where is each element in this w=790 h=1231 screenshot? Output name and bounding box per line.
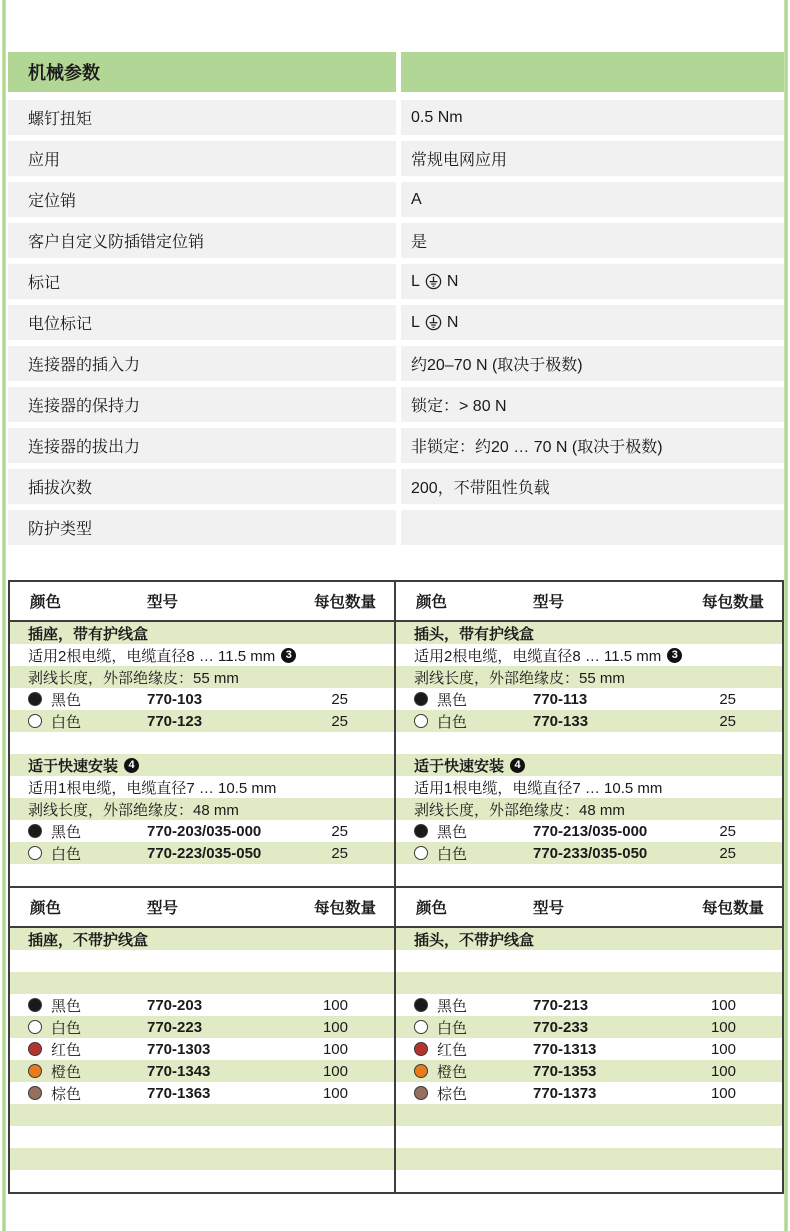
table-row (10, 1126, 394, 1148)
model-number: 770-113 (533, 690, 588, 708)
color-cell (396, 995, 533, 1016)
color-dot-icon (28, 692, 42, 706)
color-label: 黑色 (51, 997, 82, 1015)
table-header-row (10, 888, 394, 928)
table-row (10, 666, 394, 688)
color-dot-icon (414, 1064, 428, 1078)
model-number: 770-1363 (147, 1084, 211, 1102)
color-label: 棕色 (51, 1085, 82, 1103)
column-header-model: 型号 (147, 900, 179, 917)
row-text (396, 799, 625, 820)
table-row (396, 864, 782, 886)
section-band (8, 52, 784, 92)
color-label: 红色 (51, 1041, 82, 1059)
table-row (10, 994, 394, 1016)
table-row (396, 666, 782, 688)
spec-label: 连接器的插入力 (8, 346, 396, 381)
footnote-badge-icon: 4 (510, 758, 525, 773)
table-row (10, 1082, 394, 1104)
color-dot-icon (414, 1086, 428, 1100)
color-cell (396, 1017, 533, 1038)
spec-value-text: A (411, 190, 422, 208)
model-number: 770-203 (147, 996, 203, 1014)
spec-row (8, 141, 784, 176)
pack-quantity: 100 (710, 1040, 736, 1058)
table-row (396, 1016, 782, 1038)
column-header-qty: 每包数量 (701, 594, 764, 611)
column-header-model: 型号 (533, 900, 565, 917)
table-row (396, 972, 782, 994)
color-label: 黑色 (437, 691, 468, 709)
model-number: 770-203/035-000 (147, 822, 262, 840)
left-accent-line (2, 0, 6, 1231)
row-text-label: 适用2根电缆，电缆直径8 … 11.5 mm (414, 647, 662, 665)
table-row (10, 1016, 394, 1038)
column-header-qty: 每包数量 (313, 900, 376, 917)
color-label: 棕色 (437, 1085, 468, 1103)
spec-value (401, 387, 784, 422)
row-text (396, 667, 625, 688)
color-cell (10, 995, 147, 1016)
row-text (10, 645, 296, 666)
model-number: 770-1373 (533, 1084, 597, 1102)
spec-value-text: 200，不带阻性负载 (411, 480, 550, 497)
model-number: 770-1343 (147, 1062, 211, 1080)
spec-row (8, 428, 784, 463)
color-dot-icon (28, 824, 42, 838)
table-row (396, 950, 782, 972)
column-header-color: 颜色 (30, 594, 62, 611)
color-cell (10, 821, 147, 842)
table-row (396, 1170, 782, 1192)
spec-row (8, 100, 784, 135)
color-label: 橙色 (437, 1063, 468, 1081)
color-cell (396, 1039, 533, 1060)
pack-quantity: 25 (331, 822, 348, 840)
pack-quantity: 25 (719, 690, 736, 708)
column-header-qty: 每包数量 (313, 594, 376, 611)
table-row (396, 754, 782, 776)
table-row (396, 842, 782, 864)
color-cell (10, 1061, 147, 1082)
pack-quantity: 100 (322, 996, 348, 1014)
spec-value-text: 约20–70 N (取决于极数) (411, 357, 583, 374)
color-cell (396, 711, 533, 732)
row-text-label: 适用2根电缆，电缆直径8 … 11.5 mm (28, 647, 276, 665)
table-row (396, 820, 782, 842)
spec-value (401, 510, 784, 545)
color-cell (10, 689, 147, 710)
spec-row (8, 387, 784, 422)
spec-label: 客户自定义防插错定位销 (8, 223, 396, 258)
color-dot-icon (414, 1020, 428, 1034)
spec-value-text-2: N (446, 272, 459, 290)
row-text (10, 929, 148, 950)
row-text (10, 799, 239, 820)
spec-value-text: 是 (411, 234, 428, 251)
table-row (10, 732, 394, 754)
page-content (8, 0, 784, 1194)
spec-value (401, 264, 784, 299)
pack-quantity: 100 (710, 1062, 736, 1080)
table-row (10, 754, 394, 776)
row-text (10, 755, 139, 776)
color-label: 白色 (437, 1019, 468, 1037)
pack-quantity: 25 (719, 712, 736, 730)
model-number: 770-103 (147, 690, 203, 708)
pack-quantity: 100 (322, 1018, 348, 1036)
color-cell (396, 1061, 533, 1082)
row-text-label: 适于快速安装 (28, 757, 119, 775)
table-row (10, 688, 394, 710)
color-label: 红色 (437, 1041, 468, 1059)
pack-quantity: 100 (322, 1040, 348, 1058)
model-number: 770-233 (533, 1018, 589, 1036)
model-number: 770-213/035-000 (533, 822, 648, 840)
spec-value (401, 469, 784, 504)
table-row (396, 688, 782, 710)
pack-quantity: 100 (710, 996, 736, 1014)
color-cell (10, 1083, 147, 1104)
color-dot-icon (414, 998, 428, 1012)
table-row (396, 1148, 782, 1170)
table-row (396, 994, 782, 1016)
spec-value (401, 305, 784, 340)
row-text-label: 插头，不带护线盒 (414, 931, 535, 949)
table-header-row (10, 582, 394, 622)
color-dot-icon (28, 1020, 42, 1034)
footnote-badge-icon: 3 (667, 648, 682, 663)
spec-label: 电位标记 (8, 305, 396, 340)
color-cell (396, 1083, 533, 1104)
spec-row (8, 346, 784, 381)
table-row (10, 1170, 394, 1192)
row-text (10, 667, 239, 688)
spec-label: 连接器的保持力 (8, 387, 396, 422)
table-row (396, 710, 782, 732)
spec-value (401, 182, 784, 217)
column-header-model: 型号 (147, 594, 179, 611)
color-label: 黑色 (51, 691, 82, 709)
color-dot-icon (414, 714, 428, 728)
table-row (10, 776, 394, 798)
table-header-row (396, 888, 782, 928)
table-row (396, 622, 782, 644)
protective-earth-icon (425, 273, 442, 290)
color-dot-icon (414, 1042, 428, 1056)
column-header-color: 颜色 (416, 594, 448, 611)
row-text-label: 适用1根电缆，电缆直径7 … 10.5 mm (414, 779, 663, 797)
table-half-socket (10, 888, 396, 1192)
spec-label: 连接器的拔出力 (8, 428, 396, 463)
spec-value-text: 常规电网应用 (411, 152, 508, 169)
pack-quantity: 25 (331, 690, 348, 708)
protective-earth-icon (425, 314, 442, 331)
table-half-plug (396, 582, 782, 886)
color-label: 白色 (51, 713, 82, 731)
color-dot-icon (28, 714, 42, 728)
catalog-table-housing (8, 580, 784, 888)
color-dot-icon (28, 1064, 42, 1078)
row-text (396, 623, 534, 644)
table-row (396, 1126, 782, 1148)
spec-value-text: L (411, 313, 420, 331)
table-row (10, 710, 394, 732)
spec-label: 标记 (8, 264, 396, 299)
spec-list (8, 100, 784, 545)
color-cell (10, 1039, 147, 1060)
table-row (396, 776, 782, 798)
catalog-table-no-housing (8, 888, 784, 1194)
spec-label: 螺钉扭矩 (8, 100, 396, 135)
row-text-label: 插座，带有护线盒 (28, 625, 149, 643)
table-body (10, 928, 394, 1192)
pack-quantity: 100 (322, 1062, 348, 1080)
row-text-label: 适于快速安装 (414, 757, 505, 775)
footnote-badge-icon: 4 (124, 758, 139, 773)
row-text (396, 755, 525, 776)
spec-label: 定位销 (8, 182, 396, 217)
table-row (10, 798, 394, 820)
color-cell (396, 689, 533, 710)
spec-row (8, 469, 784, 504)
pack-quantity: 25 (719, 822, 736, 840)
table-row (396, 1104, 782, 1126)
right-accent-line (784, 0, 788, 1231)
footnote-badge-icon: 3 (281, 648, 296, 663)
row-text-label: 剥线长度，外部绝缘皮：55 mm (28, 669, 239, 687)
spec-row (8, 264, 784, 299)
pack-quantity: 100 (710, 1084, 736, 1102)
color-label: 黑色 (437, 823, 468, 841)
color-dot-icon (28, 998, 42, 1012)
spec-row (8, 510, 784, 545)
spec-value (401, 346, 784, 381)
color-cell (396, 821, 533, 842)
section-band-right (401, 52, 784, 92)
spec-value-text: L (411, 272, 420, 290)
color-dot-icon (414, 692, 428, 706)
row-text (10, 777, 276, 798)
color-label: 白色 (51, 1019, 82, 1037)
color-dot-icon (28, 846, 42, 860)
model-number: 770-133 (533, 712, 589, 730)
table-row (396, 1082, 782, 1104)
spec-value (401, 428, 784, 463)
model-number: 770-123 (147, 712, 203, 730)
table-row (10, 864, 394, 886)
table-header-row (396, 582, 782, 622)
spec-label: 插拔次数 (8, 469, 396, 504)
color-dot-icon (28, 1086, 42, 1100)
model-number: 770-1303 (147, 1040, 211, 1058)
color-cell (10, 711, 147, 732)
color-cell (10, 1017, 147, 1038)
spec-row (8, 305, 784, 340)
table-row (396, 1038, 782, 1060)
row-text (396, 929, 534, 950)
row-text-label: 剥线长度，外部绝缘皮：48 mm (28, 801, 239, 819)
column-header-color: 颜色 (416, 900, 448, 917)
row-text (10, 623, 148, 644)
model-number: 770-213 (533, 996, 589, 1014)
spec-label: 防护类型 (8, 510, 396, 545)
table-row (396, 928, 782, 950)
table-row (10, 1038, 394, 1060)
table-row (10, 928, 394, 950)
spec-row (8, 223, 784, 258)
color-label: 白色 (437, 845, 468, 863)
model-number: 770-223/035-050 (147, 844, 262, 862)
spec-value (401, 100, 784, 135)
table-row (396, 732, 782, 754)
table-half-plug (396, 888, 782, 1192)
column-header-model: 型号 (533, 594, 565, 611)
table-row (10, 1104, 394, 1126)
table-half-socket (10, 582, 396, 886)
color-dot-icon (414, 824, 428, 838)
row-text (396, 777, 662, 798)
table-body (396, 928, 782, 1192)
color-cell (396, 843, 533, 864)
pack-quantity: 25 (331, 844, 348, 862)
spec-value-text-2: N (446, 313, 459, 331)
color-label: 橙色 (51, 1063, 82, 1081)
color-cell (10, 843, 147, 864)
pack-quantity: 25 (719, 844, 736, 862)
row-text-label: 插头，带有护线盒 (414, 625, 535, 643)
table-row (10, 972, 394, 994)
pack-quantity: 100 (710, 1018, 736, 1036)
column-header-qty: 每包数量 (701, 900, 764, 917)
model-number: 770-1313 (533, 1040, 597, 1058)
table-body (396, 622, 782, 886)
row-text-label: 剥线长度，外部绝缘皮：48 mm (414, 801, 625, 819)
spec-value-text: 0.5 Nm (411, 108, 463, 126)
color-label: 黑色 (437, 997, 468, 1015)
model-number: 770-233/035-050 (533, 844, 648, 862)
column-header-color: 颜色 (30, 900, 62, 917)
table-row (10, 622, 394, 644)
table-row (10, 644, 394, 666)
table-row (10, 950, 394, 972)
pack-quantity: 25 (331, 712, 348, 730)
model-number: 770-223 (147, 1018, 203, 1036)
table-body (10, 622, 394, 886)
color-label: 白色 (51, 845, 82, 863)
spec-row (8, 182, 784, 217)
spec-value (401, 141, 784, 176)
table-row (10, 820, 394, 842)
color-label: 黑色 (51, 823, 82, 841)
table-row (10, 1148, 394, 1170)
spec-label: 应用 (8, 141, 396, 176)
spec-value (401, 223, 784, 258)
model-number: 770-1353 (533, 1062, 597, 1080)
table-row (396, 644, 782, 666)
table-row (396, 798, 782, 820)
table-row (10, 842, 394, 864)
row-text-label: 适用1根电缆，电缆直径7 … 10.5 mm (28, 779, 277, 797)
pack-quantity: 100 (322, 1084, 348, 1102)
spec-value-text: 锁定：> 80 N (411, 398, 507, 415)
row-text-label: 剥线长度，外部绝缘皮：55 mm (414, 669, 625, 687)
section-title: 机械参数 (8, 52, 396, 92)
color-label: 白色 (437, 713, 468, 731)
row-text-label: 插座，不带护线盒 (28, 931, 149, 949)
row-text (396, 645, 682, 666)
table-row (396, 1060, 782, 1082)
color-dot-icon (28, 1042, 42, 1056)
spec-value-text: 非锁定：约20 … 70 N (取决于极数) (411, 439, 663, 456)
table-row (10, 1060, 394, 1082)
color-dot-icon (414, 846, 428, 860)
